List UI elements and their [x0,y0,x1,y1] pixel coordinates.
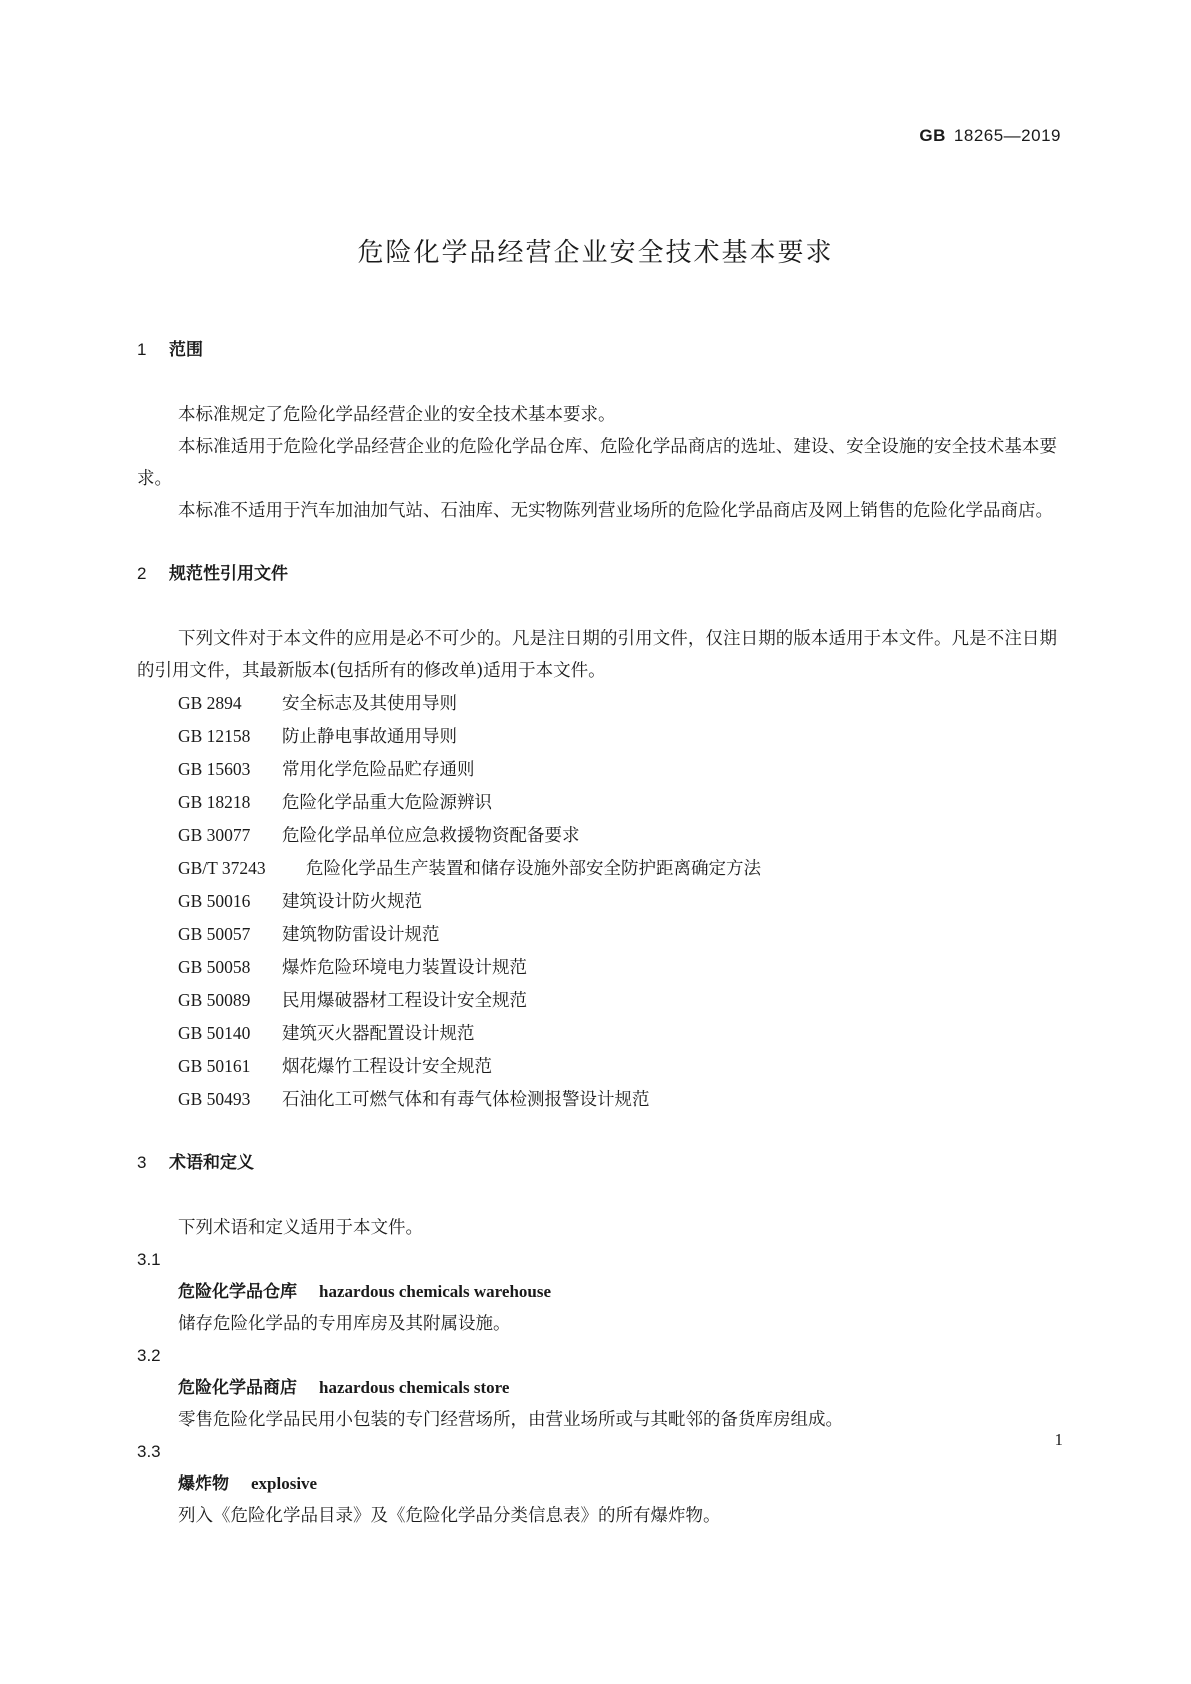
reference-item [137,918,1057,951]
section-number: 3 [137,1153,147,1172]
section-title: 术语和定义 [169,1153,254,1173]
standard-number: 18265—2019 [953,126,1061,145]
section-heading-terms-definitions [137,1148,1057,1178]
reference-item [137,1017,1057,1050]
reference-item [137,1083,1057,1116]
reference-code: GB 50140 [178,1023,251,1043]
reference-title: 烟花爆竹工程设计安全规范 [282,1057,492,1077]
document-body [137,335,1057,1532]
section-heading-normative-references [137,559,1057,589]
reference-code: GB/T 37243 [178,858,266,878]
term-number: 3.3 [137,1442,161,1461]
reference-item [137,852,1057,885]
reference-title: 石油化工可燃气体和有毒气体检测报警设计规范 [282,1090,650,1110]
term-name-zh: 危险化学品仓库 [178,1282,297,1302]
term-name-zh: 爆炸物 [178,1474,229,1494]
document-title: 危险化学品经营企业安全技术基本要求 [357,238,834,268]
term-name-en: hazardous chemicals store [319,1378,510,1397]
scope-paragraph: 本标准适用于危险化学品经营企业的危险化学品仓库、危险化学品商店的选址、建设、安全设施的安全技术基本要求。 [137,437,1057,489]
section-number: 2 [137,564,147,583]
term-name-zh: 危险化学品商店 [178,1378,297,1398]
term-name [137,1468,1057,1500]
reference-code: GB 50016 [178,891,251,911]
section-title: 范围 [169,340,203,360]
scope-paragraph: 本标准规定了危险化学品经营企业的安全技术基本要求。 [178,405,616,425]
reference-code: GB 50058 [178,957,251,977]
reference-title: 防止静电事故通用导则 [282,727,457,747]
reference-title: 危险化学品单位应急救援物资配备要求 [282,826,580,846]
reference-code: GB 50089 [178,990,251,1010]
standard-code [919,126,1061,146]
reference-title: 建筑灭火器配置设计规范 [282,1024,475,1044]
reference-title: 民用爆破器材工程设计安全规范 [282,991,527,1011]
reference-title: 常用化学危险品贮存通则 [282,760,475,780]
reference-item [137,1050,1057,1083]
reference-list [137,687,1057,1116]
section-number: 1 [137,340,147,359]
reference-title: 安全标志及其使用导则 [282,694,457,714]
term-definition: 列入《危险化学品目录》及《危险化学品分类信息表》的所有爆炸物。 [178,1506,721,1526]
reference-item [137,984,1057,1017]
reference-item [137,720,1057,753]
reference-item [137,819,1057,852]
reference-code: GB 30077 [178,825,251,845]
reference-title: 建筑设计防火规范 [282,892,422,912]
reference-code: GB 50057 [178,924,251,944]
reference-title: 建筑物防雷设计规范 [282,925,440,945]
scope-paragraph: 本标准不适用于汽车加油加气站、石油库、无实物陈列营业场所的危险化学品商店及网上销售的危险化学品商店。 [178,501,1053,521]
reference-title: 危险化学品重大危险源辨识 [282,793,492,813]
reference-code: GB 15603 [178,759,251,779]
reference-code: GB 18218 [178,792,251,812]
reference-item [137,687,1057,720]
reference-item [137,753,1057,786]
reference-title: 危险化学品生产装置和储存设施外部安全防护距离确定方法 [306,859,761,879]
term-definition: 零售危险化学品民用小包装的专门经营场所，由营业场所或与其毗邻的备货库房组成。 [178,1410,843,1430]
section-title: 规范性引用文件 [169,564,288,584]
terms-intro: 下列术语和定义适用于本文件。 [178,1218,423,1238]
reference-code: GB 50161 [178,1056,251,1076]
reference-item [137,885,1057,918]
standard-prefix: GB [919,126,946,145]
term-number: 3.1 [137,1250,161,1269]
reference-title: 爆炸危险环境电力装置设计规范 [282,958,527,978]
term-name-en: explosive [251,1474,318,1493]
reference-item [137,786,1057,819]
term-name-en: hazardous chemicals warehouse [319,1282,552,1301]
term-number: 3.2 [137,1346,161,1365]
term-name [137,1372,1057,1404]
reference-code: GB 50493 [178,1089,251,1109]
term-name [137,1276,1057,1308]
references-intro: 下列文件对于本文件的应用是必不可少的。凡是注日期的引用文件，仅注日期的版本适用于本文件。凡是不注日期的引用文件，其最新版本(包括所有的修改单)适用于本文件。 [137,629,1057,681]
section-heading-scope [137,335,1057,365]
page-number: 1 [1054,1430,1063,1449]
reference-code: GB 2894 [178,693,242,713]
term-definition: 储存危险化学品的专用库房及其附属设施。 [178,1314,511,1334]
reference-code: GB 12158 [178,726,251,746]
reference-item [137,951,1057,984]
